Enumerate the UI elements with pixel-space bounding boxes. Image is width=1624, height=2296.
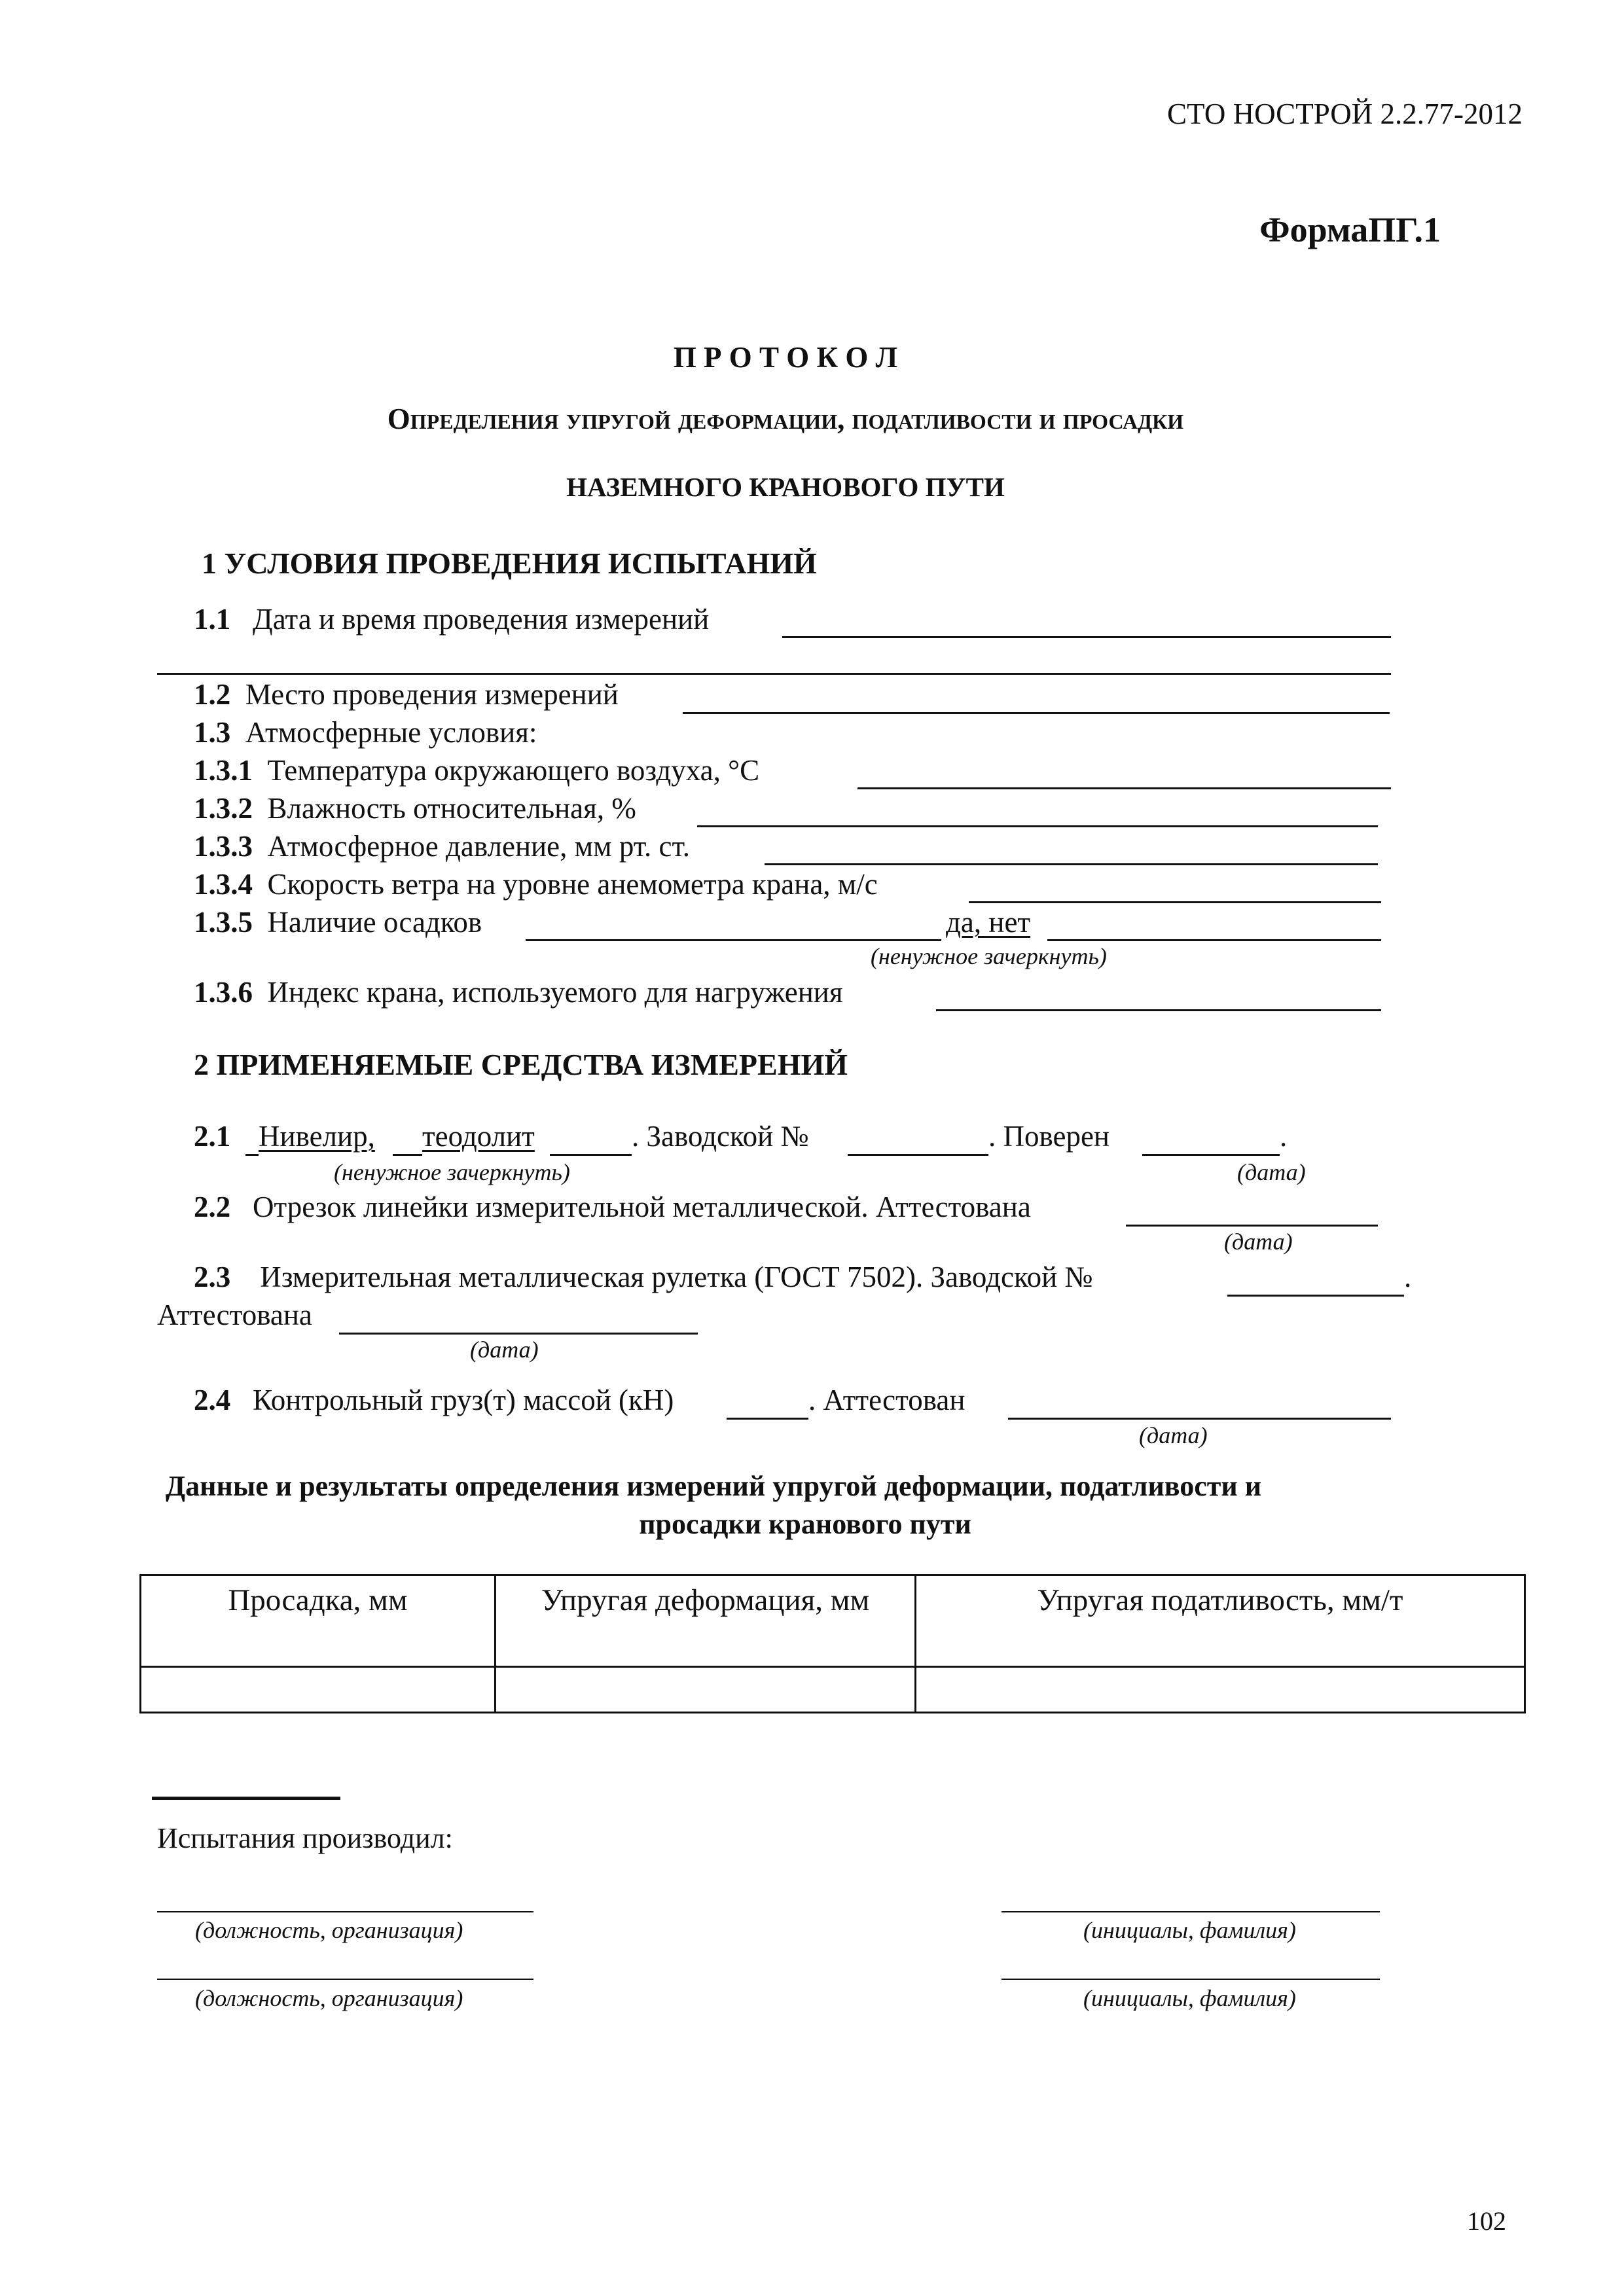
page-number: 102 [1467, 2206, 1506, 2236]
cell-settlement[interactable] [141, 1667, 496, 1713]
item-1-3-5: 1.3.5 Наличие осадков [194, 906, 482, 939]
field-1-3-3[interactable] [765, 863, 1378, 865]
instrument-option-theodolite[interactable]: теодолит [422, 1120, 535, 1153]
cell-elastic-compliance[interactable] [916, 1667, 1525, 1713]
date-note-2-2: (дата) [1224, 1229, 1293, 1255]
item-1-3-2: 1.3.2 Влажность относительная, % [194, 792, 636, 825]
strike-note: (ненужное зачеркнуть) [871, 943, 1107, 969]
field-1-3-5[interactable] [526, 939, 941, 941]
field-2-3-serial[interactable] [1227, 1295, 1404, 1297]
protocol-title: П Р О Т О К О Л [673, 341, 898, 374]
field-2-1-gap [393, 1154, 422, 1156]
col-elastic-compliance: Упругая податливость, мм/т [916, 1575, 1525, 1667]
field-1-3-1[interactable] [857, 787, 1391, 789]
item-1-3: 1.3 Атмосферные условия: [194, 716, 537, 749]
position-note-2: (должность, организация) [195, 1985, 463, 2011]
end-dot-2-3: . [1404, 1261, 1412, 1293]
field-2-4-attested[interactable] [1008, 1418, 1391, 1420]
col-elastic-deformation: Упругая деформация, мм [496, 1575, 916, 1667]
standard-code: СТО НОСТРОЙ 2.2.77-2012 [1166, 98, 1523, 130]
item-1-3-1: 1.3.1 Температура окружающего воздуха, °С [194, 754, 760, 787]
col-settlement: Просадка, мм [141, 1575, 496, 1667]
signature-line-name-1[interactable] [1001, 1911, 1380, 1912]
verified-label: . Поверен [988, 1120, 1110, 1153]
item-2-1: 2.1 [194, 1120, 231, 1153]
field-1-1[interactable] [782, 636, 1391, 638]
cell-elastic-deformation[interactable] [496, 1667, 916, 1713]
field-1-3-6[interactable] [936, 1009, 1381, 1011]
results-heading-2: просадки кранового пути [639, 1508, 971, 1540]
item-1-3-6: 1.3.6 Индекс крана, используемого для нагружения [194, 976, 843, 1009]
tested-by-label: Испытания производил: [157, 1822, 453, 1854]
field-2-2[interactable] [1126, 1225, 1378, 1227]
results-heading-1: Данные и результаты определения измерений упругой деформации, податливости и [165, 1470, 1262, 1502]
signature-line-position-2[interactable] [157, 1979, 533, 1980]
results-table [139, 1574, 1526, 1713]
form-label: ФормаПГ.1 [1259, 210, 1441, 249]
position-note-1: (должность, организация) [195, 1917, 463, 1943]
signature-line-position-1[interactable] [157, 1911, 533, 1912]
item-2-3-attested: Аттестована [157, 1299, 312, 1331]
footnote-rule [152, 1797, 340, 1800]
field-1-3-5-b[interactable] [1047, 939, 1381, 941]
item-2-4: 2.4 Контрольный груз(т) массой (кН) [194, 1384, 674, 1416]
field-2-1-pre [245, 1154, 259, 1156]
instrument-option-level[interactable]: Нивелир, [259, 1120, 375, 1153]
field-2-3-attested[interactable] [339, 1333, 698, 1335]
field-1-1-cont[interactable] [157, 673, 1391, 675]
field-1-3-2[interactable] [697, 825, 1378, 827]
protocol-subtitle: Определения упругой деформации, податливости и просадки [387, 403, 1184, 435]
item-1-1: 1.1 Дата и время проведения измерений [194, 603, 710, 636]
item-1-3-3: 1.3.3 Атмосферное давление, мм рт. ст. [194, 830, 691, 863]
attested-label: . Аттестован [808, 1384, 965, 1416]
section-1-heading: 1 УСЛОВИЯ ПРОВЕДЕНИЯ ИСПЫТАНИЙ [202, 547, 817, 580]
date-note-2-4: (дата) [1139, 1422, 1208, 1448]
end-dot: . [1280, 1120, 1288, 1153]
field-2-1-serial[interactable] [848, 1154, 988, 1156]
strike-note-2: (ненужное зачеркнуть) [334, 1159, 570, 1185]
field-1-3-4[interactable] [969, 901, 1381, 903]
field-2-1-verified[interactable] [1142, 1154, 1280, 1156]
item-1-3-4: 1.3.4 Скорость ветра на уровне анемометра крана, м/с [194, 868, 878, 901]
date-note-2-3: (дата) [470, 1336, 539, 1363]
item-1-2: 1.2 Место проведения измерений [194, 678, 619, 711]
precipitation-options[interactable]: да, нет [946, 906, 1031, 939]
field-1-2[interactable] [683, 712, 1390, 714]
field-2-1-post[interactable] [550, 1154, 632, 1156]
item-2-2: 2.2 Отрезок линейки измерительной металлической. Аттестована [194, 1191, 1031, 1223]
protocol-subtitle-2: НАЗЕМНОГО КРАНОВОГО ПУТИ [566, 472, 1005, 502]
item-2-3: 2.3 Измерительная металлическая рулетка (ГОСТ 7502). Заводской № [194, 1261, 1093, 1293]
serial-label: . Заводской № [632, 1120, 809, 1153]
name-note-1: (инициалы, фамилия) [1083, 1917, 1296, 1943]
section-2-heading: 2 ПРИМЕНЯЕМЫЕ СРЕДСТВА ИЗМЕРЕНИЙ [194, 1048, 848, 1081]
signature-line-name-2[interactable] [1001, 1979, 1380, 1980]
date-note-2-1: (дата) [1237, 1159, 1306, 1185]
field-2-4-mass[interactable] [727, 1418, 808, 1420]
name-note-2: (инициалы, фамилия) [1083, 1985, 1296, 2011]
